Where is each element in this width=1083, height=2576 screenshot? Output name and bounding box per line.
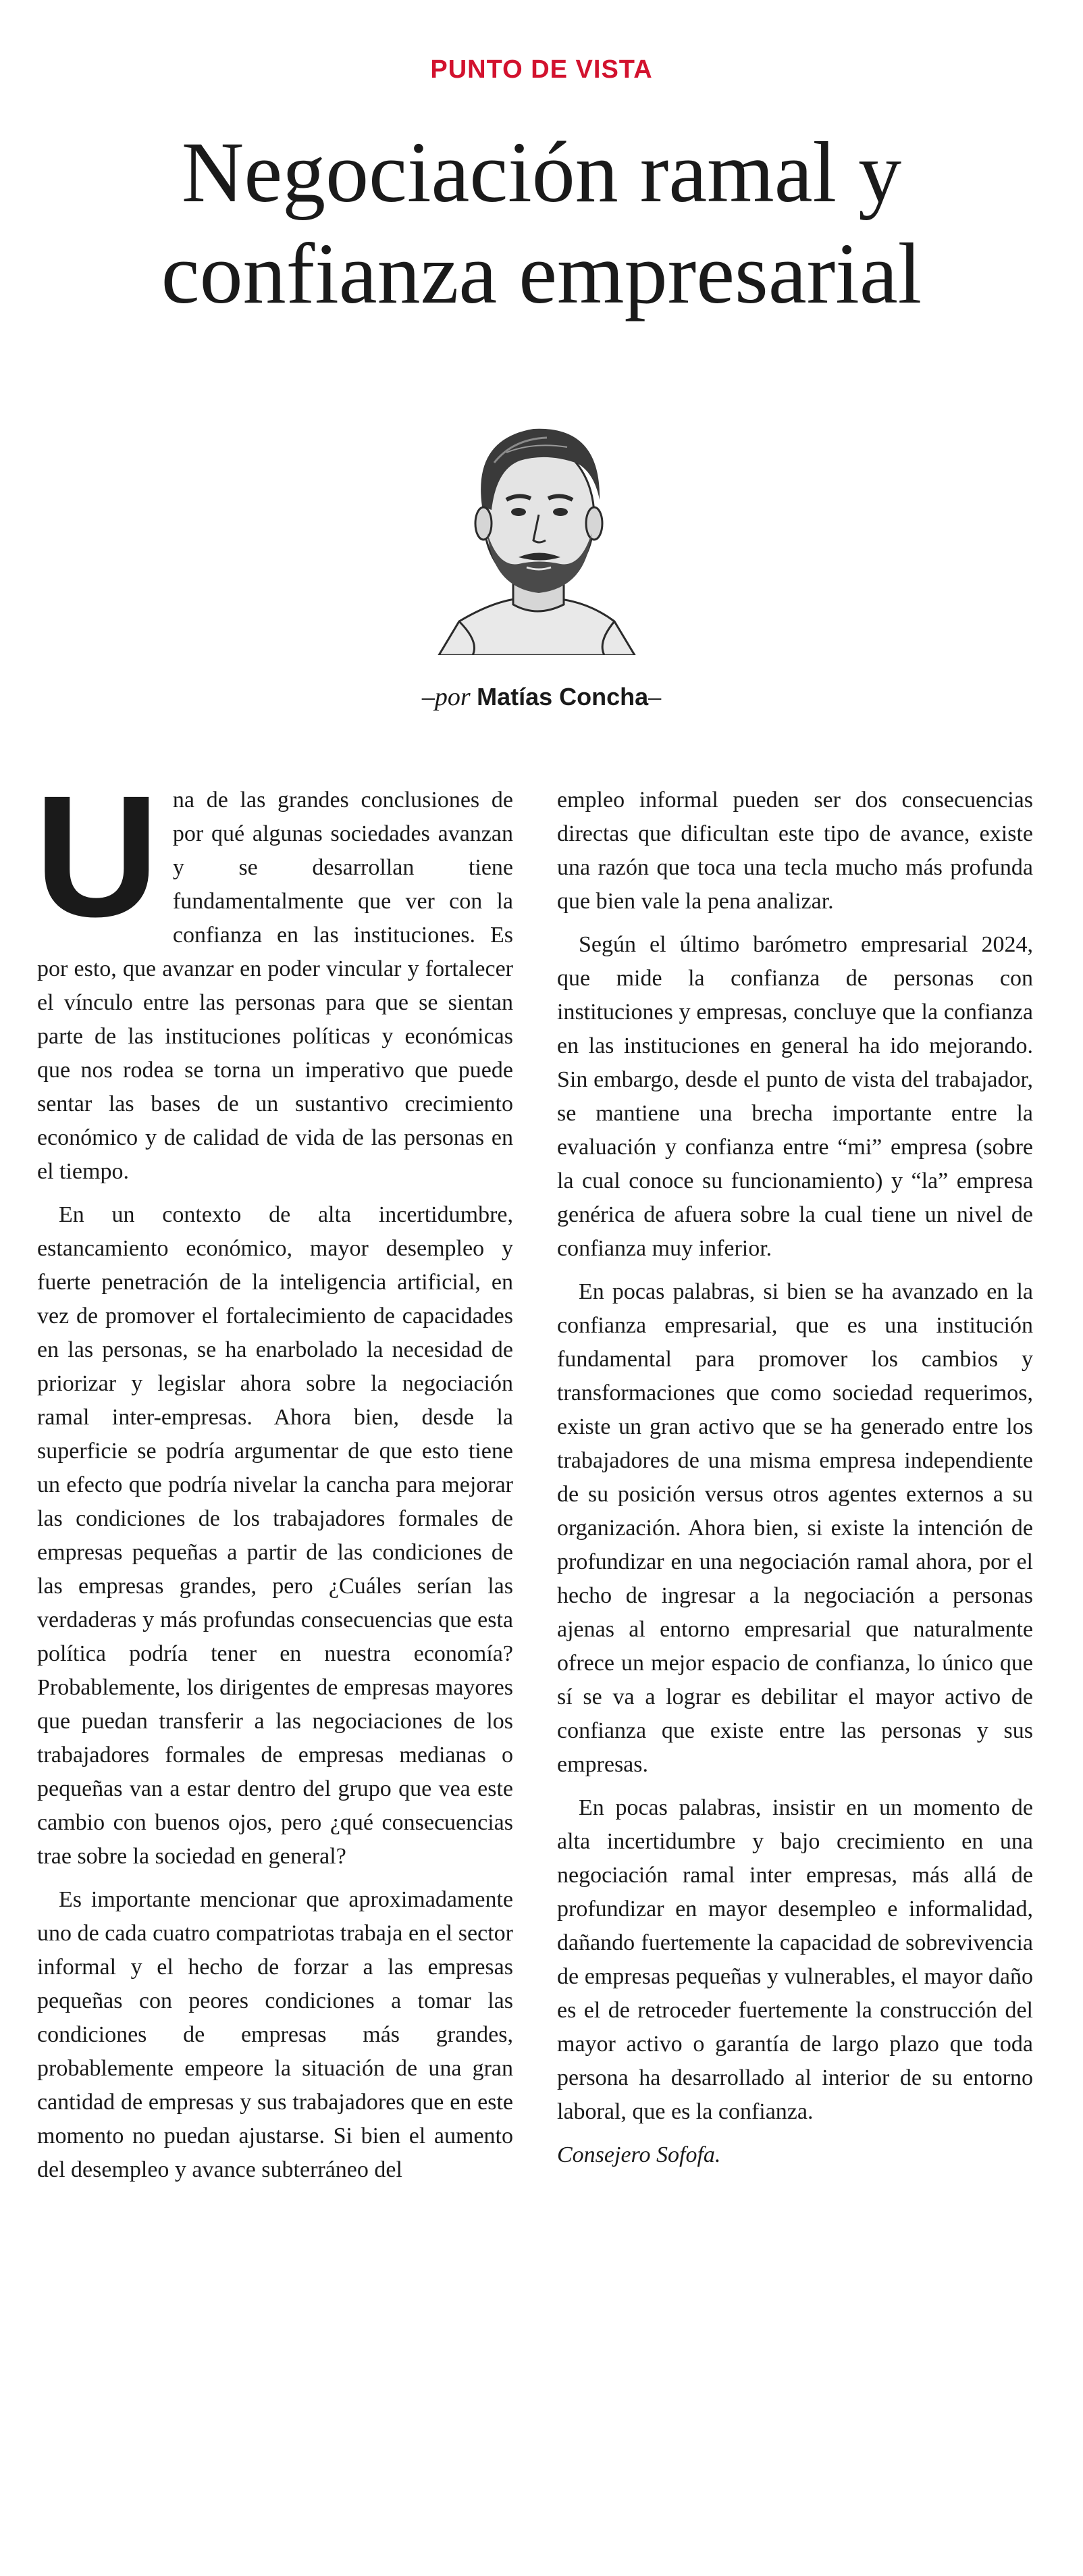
author-portrait-icon	[432, 398, 641, 655]
paragraph-1	[34, 760, 513, 1189]
byline-prefix: –por	[421, 683, 471, 711]
column-right	[557, 783, 1033, 2182]
byline	[0, 682, 1083, 712]
paragraph-5: En pocas palabras, si bien se ha avanzado en la confianza empresarial, que es una institución fundamental para promover los cambios y transformaciones que como sociedad requerimos, existe un gran activo que se ha generado entre los trabajadores de una misma empresa independiente de su posición versus otros agentes externos a su organización. Ahora bien, si existe la intención de profundizar en una negociación ramal ahora, por el hecho de ingresar a la negociación a personas ajenas al entorno empresarial que naturalmente ofrece un mejor espacio de confianza, lo único que sí se va a lograr es debilitar el mayor activo de confianza que existe entre las personas y sus empresas.	[557, 1279, 1033, 1777]
author-portrait	[432, 398, 641, 655]
byline-suffix: –	[648, 683, 662, 711]
paragraph-1-text: na de las grandes conclusiones de por qué algunas sociedades avanzan y se desarrollan tiene fundamentalmente que ver con la confianza en las instituciones. Es por esto, que avanzar en poder vincular y fortalecer el vínculo entre las personas para que se sientan parte de las instituciones políticas y económicas que nos rodea se torna un imperativo que puede sentar las bases de un sustantivo crecimiento económico y de calidad de vida de las personas en el tiempo.	[37, 788, 513, 1184]
headline-line-1: Negociación ramal y	[181, 124, 902, 220]
headline	[27, 122, 1056, 324]
headline-line-2: confianza empresarial	[161, 226, 922, 321]
dropcap: U	[34, 760, 159, 953]
paragraph-2: En un contexto de alta incertidumbre, estancamiento económico, mayor desempleo y fuerte penetración de la inteligencia artificial, en vez de promover el fortalecimiento de capacidades en las personas, se ha enarbolado la necesidad de priorizar y legislar ahora sobre la negociación ramal inter-empresas. Ahora bien, desde la superficie se podría argumentar de que esto tiene un efecto que podría nivelar la cancha para mejorar las condiciones de los trabajadores formales de empresas pequeñas a partir de las condiciones de las empresas grandes, pero ¿Cuáles serían las verdaderas y más profundas consecuencias que esta política podría tener en nuestra economía? Probablemente, los dirigentes de empresas mayores que puedan transferir a las negociaciones de los trabajadores formales de empresas medianas o pequeñas van a estar dentro del grupo que vea este cambio con buenos ojos, pero ¿qué consecuencias trae sobre la sociedad en general?	[37, 1202, 513, 1869]
article-body	[34, 760, 1043, 2540]
author-signature: Consejero Sofofa.	[557, 2142, 721, 2167]
paragraph-3: Es importante mencionar que aproximadamente uno de cada cuatro compatriotas trabaja en el sector informal y el hecho de forzar a las empresas pequeñas con peores condiciones a tomar las condiciones de empresas más grandes, probablemente empeore la situación de una gran cantidad de empresas y sus trabajadores que en este momento no puedan ajustarse. Si bien el aumento del desempleo y avance subterráneo del	[37, 1887, 513, 2182]
paragraph-3-continued: empleo informal pueden ser dos consecuencias directas que dificultan este tipo de avance, existe una razón que toca una tecla mucho más profunda que bien vale la pena analizar.	[557, 788, 1033, 914]
section-label: PUNTO DE VISTA	[430, 55, 653, 84]
author-name: Matías Concha	[477, 683, 649, 711]
column-left	[34, 760, 513, 2196]
paragraph-6: En pocas palabras, insistir en un momento de alta incertidumbre y bajo crecimiento en una negociación ramal inter empresas, más allá de profundizar en mayor desempleo e informalidad, dañando fuertemente la capacidad de sobrevivencia de empresas pequeñas y vulnerables, el mayor daño es el de retroceder fuertemente la construcción del mayor activo o garantía de largo plazo que toda persona ha desarrollado al interior de su entorno laboral, que es la confianza.	[557, 1795, 1033, 2124]
paragraph-4: Según el último barómetro empresarial 2024, que mide la confianza de personas con instituciones y empresas, concluye que la confianza en las instituciones en general ha ido mejorando. Sin embargo, desde el punto de vista del trabajador, se mantiene una brecha importante entre la evaluación y confianza entre “mi” empresa (sobre la cual conoce su funcionamiento) y “la” empresa genérica de afuera sobre la cual tiene un nivel de confianza muy inferior.	[557, 932, 1033, 1261]
